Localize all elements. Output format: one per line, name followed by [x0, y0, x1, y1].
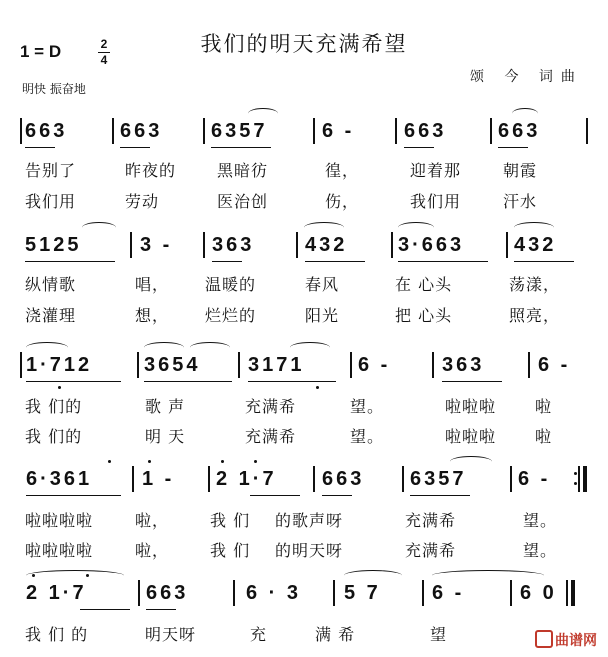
underline-beam	[25, 147, 55, 148]
underline-beam	[250, 495, 300, 496]
underline-beam	[498, 147, 528, 148]
barline	[203, 232, 205, 258]
slur	[398, 222, 434, 233]
underline-beam	[80, 609, 130, 610]
barline	[208, 466, 210, 492]
lyric: 纵情歌	[25, 275, 77, 294]
slur	[248, 108, 278, 119]
lyric: 我们用	[25, 192, 77, 211]
measure: 2 1·7	[26, 582, 87, 604]
lyric: 满 希	[315, 625, 356, 644]
music-line-3	[20, 350, 590, 380]
lyric: 歌 声	[145, 397, 186, 416]
measure: 6 -	[518, 468, 551, 490]
lyric: 温暖的	[205, 275, 257, 294]
slur	[344, 570, 402, 581]
barline	[566, 580, 568, 606]
lyric: 朝霞	[503, 161, 538, 180]
slur	[26, 342, 68, 353]
lyric: 充满希	[245, 397, 297, 416]
lyric: 春风	[305, 275, 340, 294]
barline	[333, 580, 335, 606]
lyric: 我 们	[210, 541, 251, 560]
site-watermark	[535, 630, 597, 650]
underline-beam	[514, 261, 574, 262]
barline	[20, 118, 22, 144]
barline	[510, 466, 512, 492]
slur	[432, 570, 544, 581]
lyric: 啦，	[135, 541, 170, 560]
underline-beam	[305, 261, 365, 262]
octave-dot	[316, 386, 319, 389]
measure: 6 -	[432, 582, 465, 604]
lyric: 黑暗彷	[217, 161, 269, 180]
lyric: 明天呀	[145, 625, 197, 644]
lyric: 迎着那	[410, 161, 462, 180]
barline	[586, 118, 588, 144]
lyric: 浇灌理	[25, 306, 77, 325]
lyric: 唱，	[135, 275, 170, 294]
lyric: 徨，	[325, 161, 360, 180]
lyric: 充满希	[405, 511, 457, 530]
measure: 663	[25, 120, 68, 142]
lyric: 我 们的	[25, 427, 83, 446]
slur	[290, 342, 330, 353]
octave-dot	[108, 460, 111, 463]
music-line-5	[20, 578, 590, 608]
lyric: 照亮，	[509, 306, 561, 325]
lyric: 望。	[350, 427, 385, 446]
repeat-dot	[574, 482, 577, 485]
barline	[112, 118, 114, 144]
lyric: 在 心头	[395, 275, 453, 294]
lyric: 望	[430, 625, 448, 644]
slur	[26, 570, 124, 581]
slur	[144, 342, 184, 353]
measure: 363	[212, 234, 255, 256]
octave-dot	[58, 386, 61, 389]
lyric: 啦啦啦啦	[25, 511, 94, 530]
tempo-marking: 明快 振奋地	[22, 82, 86, 96]
final-barline	[571, 580, 575, 606]
underline-beam	[25, 261, 115, 262]
lyric: 汗水	[503, 192, 538, 211]
underline-beam	[398, 261, 488, 262]
lyric: 荡漾，	[509, 275, 561, 294]
lyric: 望。	[523, 511, 558, 530]
barline	[490, 118, 492, 144]
measure: 3 -	[140, 234, 173, 256]
octave-dot	[254, 460, 257, 463]
measure: 6 0	[520, 582, 557, 604]
underline-beam	[120, 147, 150, 148]
measure: 432	[514, 234, 557, 256]
underline-beam	[144, 381, 232, 382]
lyric: 明 天	[145, 427, 186, 446]
measure: 432	[305, 234, 348, 256]
measure: 1 -	[142, 468, 175, 490]
lyric: 啦啦啦	[445, 397, 497, 416]
measure: 5125	[25, 234, 82, 256]
barline	[238, 352, 240, 378]
measure: 6 · 3	[246, 582, 302, 604]
measure: 3·663	[398, 234, 465, 256]
barline	[296, 232, 298, 258]
lyric: 望。	[523, 541, 558, 560]
measure: 663	[146, 582, 189, 604]
lyric: 望。	[350, 397, 385, 416]
measure: 6 -	[538, 354, 571, 376]
lyric: 的明天呀	[275, 541, 344, 560]
lyric: 啦	[535, 427, 553, 446]
barline	[233, 580, 235, 606]
repeat-barline	[583, 466, 587, 492]
time-signature	[98, 38, 110, 67]
lyric: 我 们 的	[25, 625, 89, 644]
key-signature: 1 = D	[20, 42, 62, 61]
lyric: 啦啦啦啦	[25, 541, 94, 560]
music-line-1	[20, 116, 590, 146]
measure: 6·361	[26, 468, 93, 490]
lyric: 把 心头	[395, 306, 453, 325]
lyric: 啦啦啦	[445, 427, 497, 446]
octave-dot	[148, 460, 151, 463]
measure: 663	[120, 120, 163, 142]
octave-dot	[221, 460, 224, 463]
meter-top: 2	[100, 37, 108, 51]
underline-beam	[322, 495, 352, 496]
lyric: 我们用	[410, 192, 462, 211]
slur	[82, 222, 116, 233]
underline-beam	[212, 261, 242, 262]
barline	[132, 466, 134, 492]
lyric: 烂烂的	[205, 306, 257, 325]
lyric: 的歌声呀	[275, 511, 344, 530]
slur	[450, 456, 492, 467]
octave-dot	[32, 574, 35, 577]
lyric: 昨夜的	[125, 161, 177, 180]
music-line-4	[20, 464, 590, 494]
measure: 3654	[144, 354, 201, 376]
measure: 6357	[410, 468, 467, 490]
slur	[304, 222, 344, 233]
barline	[130, 232, 132, 258]
lyric: 充	[250, 625, 268, 644]
barline	[313, 118, 315, 144]
meter-bottom: 4	[100, 53, 108, 67]
lyric: 想，	[135, 306, 170, 325]
measure: 3171	[248, 354, 305, 376]
slur	[514, 222, 554, 233]
measure: 6 -	[358, 354, 391, 376]
underline-beam	[26, 495, 121, 496]
barline	[137, 352, 139, 378]
underline-beam	[442, 381, 502, 382]
barline	[395, 118, 397, 144]
lyric: 医治创	[217, 192, 269, 211]
barline	[528, 352, 530, 378]
underline-beam	[146, 609, 176, 610]
underline-beam	[410, 495, 470, 496]
barline	[203, 118, 205, 144]
lyric: 啦	[535, 397, 553, 416]
barline	[510, 580, 512, 606]
underline-beam	[404, 147, 434, 148]
lyric: 啦，	[135, 511, 170, 530]
underline-beam	[26, 381, 121, 382]
repeat-dot	[574, 472, 577, 475]
barline	[402, 466, 404, 492]
measure: 5 7	[344, 582, 381, 604]
measure: 1·712	[26, 354, 93, 376]
lyric: 阳光	[305, 306, 340, 325]
measure: 6357	[211, 120, 268, 142]
barline	[20, 352, 22, 378]
watermark-text: 曲谱网	[555, 633, 597, 649]
song-title: 我们的明天充满希望	[200, 32, 408, 56]
barline	[350, 352, 352, 378]
barline	[313, 466, 315, 492]
measure: 6 -	[322, 120, 355, 142]
barline	[578, 466, 580, 492]
barline	[422, 580, 424, 606]
measure: 663	[498, 120, 541, 142]
lyric: 我 们	[210, 511, 251, 530]
composer-credits: 颂 今 词曲	[470, 69, 583, 85]
lyric: 伤，	[325, 192, 360, 211]
measure: 663	[322, 468, 365, 490]
lyric: 充满希	[245, 427, 297, 446]
lyric: 告别了	[25, 161, 77, 180]
barline	[506, 232, 508, 258]
underline-beam	[248, 381, 336, 382]
underline-beam	[211, 147, 271, 148]
lyric: 我 们的	[25, 397, 83, 416]
music-line-2	[20, 230, 590, 260]
measure: 663	[404, 120, 447, 142]
measure: 363	[442, 354, 485, 376]
barline	[432, 352, 434, 378]
slur	[512, 108, 538, 119]
lyric: 劳动	[125, 192, 160, 211]
barline	[138, 580, 140, 606]
octave-dot	[86, 574, 89, 577]
measure: 2 1·7	[216, 468, 277, 490]
barline	[391, 232, 393, 258]
lyric: 充满希	[405, 541, 457, 560]
slur	[190, 342, 230, 353]
